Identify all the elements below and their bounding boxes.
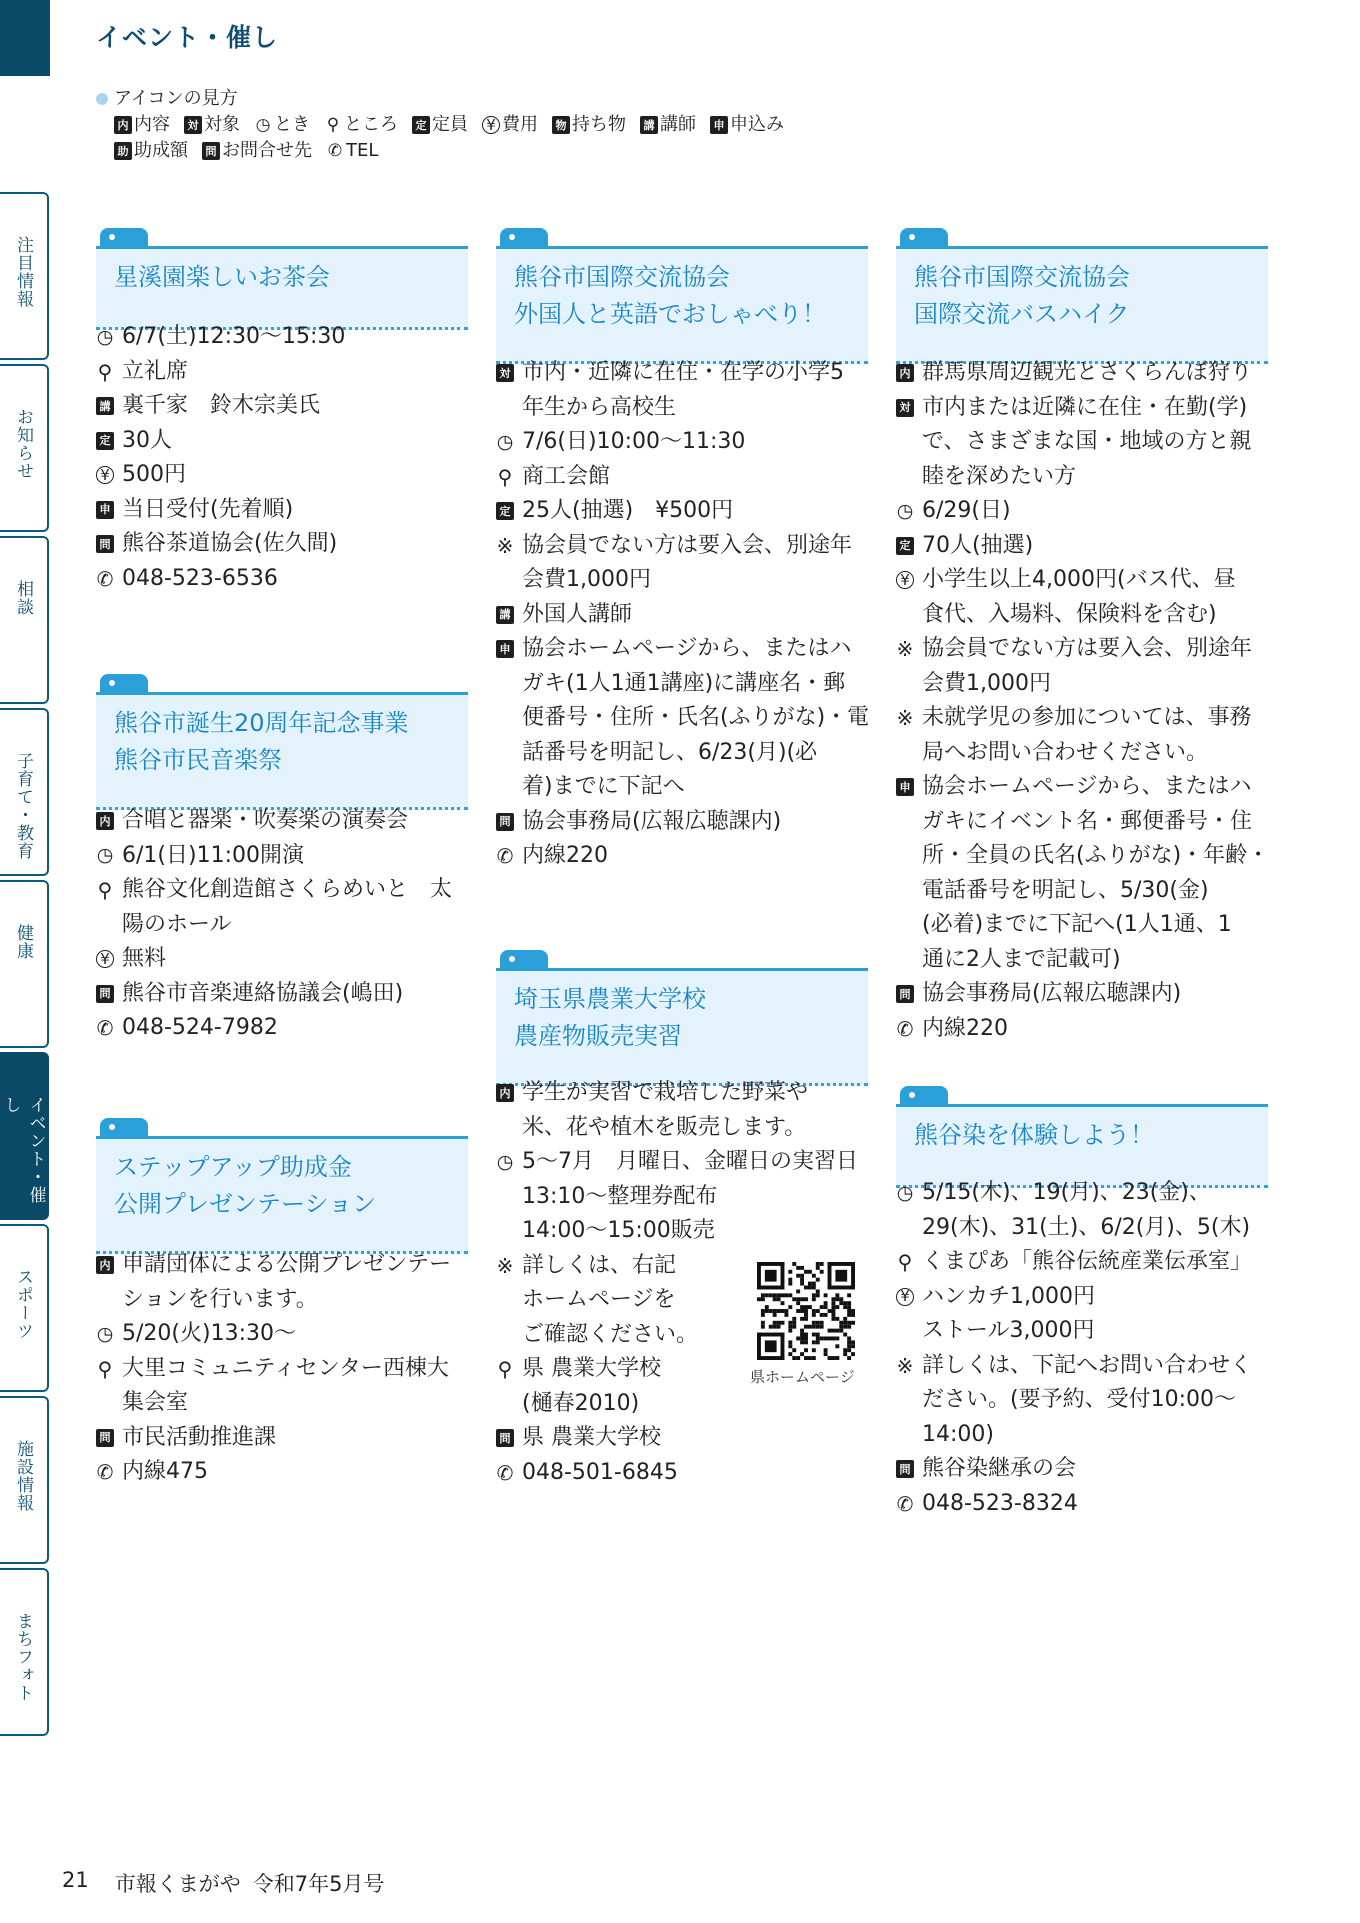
event-detail-text: 協会事務局(広報広聴課内) [922, 981, 1182, 1006]
event-detail-text: 内線220 [522, 843, 608, 868]
legend-item-label: TEL [346, 140, 379, 161]
application-icon: 申 [710, 116, 728, 134]
legend-item [184, 112, 240, 138]
event-detail-text: 30人 [122, 427, 172, 453]
capacity-icon: 定 [412, 116, 430, 134]
event-detail-text: 小学生以上4,000円(バス代、昼 食代、入場料、保険料を含む) [922, 567, 1236, 627]
yen-icon: ¥ [96, 466, 114, 484]
event-details [96, 320, 468, 596]
event-title: 熊谷市国際交流協会 外国人と英語でおしゃべり！ [514, 263, 826, 328]
event-detail-text: 当日受付(先着順) [122, 496, 294, 522]
event-detail-row [96, 355, 468, 390]
clock-icon: ◷ [496, 430, 514, 453]
event-title: 熊谷市国際交流協会 国際交流バスハイク [914, 263, 1130, 328]
content-icon: 内 [96, 1256, 114, 1274]
event-detail-row [496, 1421, 868, 1456]
inquiry-icon: 問 [96, 985, 114, 1003]
event-detail-text: 市内・近隣に在住・在学の小学5 年生から高校生 [522, 360, 844, 420]
inquiry-icon: 問 [896, 1460, 914, 1478]
event-detail-row [96, 527, 468, 562]
inquiry-icon: 問 [96, 535, 114, 553]
legend-item-label: 持ち物 [572, 114, 626, 135]
event-detail-text: 県 農業大学校 (樋春2010) [522, 1356, 661, 1416]
event-detail-text: 500円 [122, 462, 186, 487]
event-detail-text: 大里コミュニティセンター西棟大 集会室 [122, 1355, 449, 1415]
capacity-icon: 定 [96, 432, 114, 450]
event-detail-text: 5/15(木)、19(月)、23(金)、 29(木)、31(土)、6/2(月)、5(木) [922, 1180, 1251, 1240]
event-detail-row [496, 356, 868, 425]
event-detail-row [896, 494, 1268, 529]
corner-block [0, 0, 50, 76]
legend-item [254, 112, 310, 138]
event-detail-row [896, 529, 1268, 564]
event-detail-text: 熊谷市音楽連絡協議会(嶋田) [122, 980, 404, 1006]
event-detail-text: 学生が実習で栽培した野菜や 米、花や植木を販売します。 [522, 1080, 809, 1140]
card-tab-decoration [100, 228, 148, 248]
event-detail-text: 内線220 [922, 1015, 1008, 1041]
event-detail-text: 商工会館 [522, 463, 611, 489]
event-detail-text: 県 農業大学校 [522, 1425, 661, 1450]
event-detail-row [496, 839, 868, 874]
event-detail-row [96, 942, 468, 977]
event-detail-row [96, 804, 468, 839]
legend-item-label: 費用 [502, 114, 538, 135]
event-detail-row [896, 1452, 1268, 1487]
event-detail-text: 外国人講師 [522, 601, 633, 627]
event-detail-text: 5/20(火)13:30～ [122, 1321, 296, 1346]
event-detail-text: 048-501-6845 [522, 1459, 678, 1485]
side-tab-label: お知らせ [13, 408, 33, 480]
event-details [896, 1176, 1268, 1521]
grant-icon: 助 [114, 142, 132, 160]
event-detail-row [96, 1011, 468, 1046]
location-pin-icon: ⚲ [326, 114, 340, 135]
page-number: 21 [62, 1868, 89, 1892]
event-detail-text: 70人(抽選) [922, 532, 1034, 558]
content-icon: 内 [496, 1084, 514, 1102]
event-detail-text: 熊谷文化創造館さくらめいと 太 陽のホール [122, 877, 453, 937]
event-detail-row [96, 320, 468, 355]
event-detail-row [96, 458, 468, 493]
target-icon: 対 [184, 116, 202, 134]
event-detail-row [496, 598, 868, 633]
side-tab-5[interactable] [0, 880, 49, 1048]
event-details [96, 1248, 468, 1490]
yen-icon: ¥ [896, 1288, 914, 1306]
event-details [496, 356, 868, 874]
side-tab-3[interactable] [0, 536, 49, 704]
legend-row [96, 138, 784, 164]
event-detail-text: 詳しくは、下記へお問い合わせく ださい。(要予約、受付10:00～ 14:00) [922, 1352, 1253, 1447]
legend-item [552, 112, 626, 138]
clock-icon: ◷ [255, 114, 271, 135]
inquiry-icon: 問 [202, 142, 220, 160]
legend-item [482, 112, 538, 138]
inquiry-icon: 問 [496, 813, 514, 831]
content-icon: 内 [96, 812, 114, 830]
event-card-header [96, 692, 468, 810]
legend-item-label: 申込み [730, 114, 784, 135]
location-pin-icon: ⚲ [97, 359, 113, 384]
legend-item-label: 内容 [134, 114, 170, 135]
lecturer-icon: 講 [96, 397, 114, 415]
phone-icon: ✆ [496, 844, 514, 869]
legend-heading-text: アイコンの見方 [114, 88, 238, 109]
event-detail-text: 熊谷茶道協会(佐久間) [122, 531, 338, 556]
side-tab-label: 相談 [13, 580, 33, 616]
event-detail-text: 市民活動推進課 [122, 1424, 277, 1450]
event-detail-row [96, 1248, 468, 1317]
event-detail-row [96, 1352, 468, 1421]
event-detail-row [496, 460, 868, 495]
side-tab-4[interactable] [0, 708, 49, 876]
side-tab-1[interactable] [0, 192, 49, 360]
legend-item-label: 講師 [660, 114, 696, 135]
content-icon: 内 [114, 116, 132, 134]
section-title: イベント・催し [96, 23, 279, 52]
phone-icon: ✆ [96, 1460, 114, 1485]
legend-heading [96, 86, 784, 112]
event-card-header [96, 1136, 468, 1254]
legend-item [202, 138, 312, 164]
legend-item-label: 対象 [204, 114, 240, 135]
event-detail-text: 内線475 [122, 1459, 208, 1484]
legend-item-label: ところ [344, 114, 398, 135]
lecturer-icon: 講 [640, 116, 658, 134]
event-details [96, 804, 468, 1046]
legend-row [96, 112, 784, 138]
application-icon: 申 [96, 501, 114, 519]
event-detail-text: ハンカチ1,000円 ストール3,000円 [922, 1283, 1095, 1343]
qr-code-icon[interactable] [757, 1262, 855, 1360]
event-detail-row [96, 493, 468, 528]
location-pin-icon: ⚲ [497, 1357, 513, 1382]
legend-item-label: 定員 [432, 114, 468, 135]
event-card-header [896, 246, 1268, 364]
event-detail-row [896, 977, 1268, 1012]
event-detail-row [96, 839, 468, 874]
event-detail-row [896, 391, 1268, 495]
clock-icon: ◷ [496, 1150, 514, 1173]
belongings-icon: 物 [552, 116, 570, 134]
event-detail-row [896, 1176, 1268, 1245]
capacity-icon: 定 [896, 537, 914, 555]
side-tab-8[interactable] [0, 1396, 49, 1564]
phone-icon: ✆ [496, 1460, 514, 1485]
event-detail-text: 048-523-8324 [922, 1490, 1078, 1516]
event-detail-row [896, 1012, 1268, 1047]
legend-item [114, 112, 170, 138]
phone-icon: ✆ [896, 1491, 914, 1516]
legend-item [114, 138, 188, 164]
side-tab-label: 健康 [13, 924, 33, 960]
target-icon: 対 [496, 364, 514, 382]
legend-item-label: 助成額 [134, 140, 188, 161]
yen-icon: ¥ [482, 116, 500, 134]
event-detail-text: 5～7月 月曜日、金曜日の実習日 13:10～整理券配布 14:00～15:00販売 [522, 1149, 858, 1243]
qr-label: 県ホームページ [750, 1368, 855, 1386]
event-detail-text: 申請団体による公開プレゼンテー ションを行います。 [122, 1252, 452, 1312]
event-detail-text: 立礼席 [122, 358, 189, 384]
event-title: 埼玉県農業大学校 農産物販売実習 [514, 985, 706, 1050]
side-tab-6[interactable] [0, 1052, 49, 1220]
event-detail-text: 048-523-6536 [122, 565, 278, 591]
event-detail-text: 合唱と器楽・吹奏楽の演奏会 [122, 808, 409, 833]
event-detail-row [896, 356, 1268, 391]
event-detail-text: 6/7(土)12:30～15:30 [122, 324, 346, 349]
legend-bullet-icon [96, 93, 108, 105]
event-detail-row [896, 701, 1268, 770]
event-detail-text: くまぴあ「熊谷伝統産業伝承室」 [922, 1249, 1253, 1274]
event-detail-text: 協会員でない方は要入会、別途年 会費1,000円 [922, 636, 1253, 696]
clock-icon: ◷ [96, 325, 114, 348]
legend-item [326, 138, 378, 164]
location-pin-icon: ⚲ [97, 1356, 113, 1381]
application-icon: 申 [496, 640, 514, 658]
event-detail-text: 協会員でない方は要入会、別途年 会費1,000円 [522, 532, 853, 592]
phone-icon: ✆ [896, 1016, 914, 1041]
yen-icon: ¥ [96, 950, 114, 968]
inquiry-icon: 問 [96, 1429, 114, 1447]
event-detail-text: 熊谷染継承の会 [922, 1456, 1077, 1481]
event-detail-row [496, 632, 868, 805]
card-tab-decoration [100, 674, 148, 694]
clock-icon: ◷ [896, 1181, 914, 1204]
side-tab-label: 子育て・教育 [13, 752, 33, 860]
yen-icon: ¥ [896, 571, 914, 589]
event-detail-row [896, 1487, 1268, 1522]
event-detail-text: 6/29(日) [922, 498, 1011, 523]
event-title: 熊谷市誕生20周年記念事業 熊谷市民音楽祭 [114, 709, 409, 774]
phone-icon: ✆ [327, 140, 343, 161]
side-tab-label: 施設情報 [13, 1440, 33, 1512]
side-tab-label: まちフォト [13, 1612, 33, 1702]
legend-item [640, 112, 696, 138]
note-mark-icon: ※ [496, 533, 514, 558]
event-detail-row [496, 805, 868, 840]
event-detail-text: 協会ホームページから、またはハ ガキ(1人1通1講座)に講座名・郵 便番号・住所・氏名(ふりがな)・電 話番号を明記し、6/23(月)(必 着)までに下記へ [522, 636, 870, 799]
event-detail-row [96, 873, 468, 942]
side-tab-9[interactable] [0, 1568, 49, 1736]
event-detail-row [896, 563, 1268, 632]
card-tab-decoration [100, 1118, 148, 1138]
lecturer-icon: 講 [496, 606, 514, 624]
event-detail-row [96, 562, 468, 597]
location-pin-icon: ⚲ [897, 1250, 913, 1275]
event-detail-text: 詳しくは、右記 ホームページを ご確認ください。 [522, 1252, 699, 1347]
event-detail-text: 048-524-7982 [122, 1015, 278, 1040]
event-title: 星溪園楽しいお茶会 [114, 263, 330, 291]
icon-legend [96, 86, 784, 164]
event-card-header [496, 968, 868, 1086]
event-detail-row [496, 529, 868, 598]
event-detail-text: 7/6(日)10:00～11:30 [522, 429, 746, 454]
capacity-icon: 定 [496, 502, 514, 520]
event-details [896, 356, 1268, 1046]
event-detail-text: 市内または近隣に在住・在勤(学) で、さまざまな国・地域の方と親 睦を深めたい方 [922, 394, 1252, 489]
note-mark-icon: ※ [496, 1253, 514, 1278]
inquiry-icon: 問 [896, 985, 914, 1003]
clock-icon: ◷ [96, 844, 114, 867]
side-tab-label: 注目情報 [13, 236, 33, 308]
event-detail-text: 群馬県周辺観光とさくらんぼ狩り [922, 360, 1253, 385]
event-detail-row [896, 1245, 1268, 1280]
event-detail-row [96, 424, 468, 459]
event-card-header [96, 246, 468, 330]
location-pin-icon: ⚲ [497, 464, 513, 489]
note-mark-icon: ※ [896, 1353, 914, 1378]
side-tab-2[interactable] [0, 364, 49, 532]
event-detail-row [496, 494, 868, 529]
side-tab-label: イベント・催し [0, 1096, 46, 1204]
event-detail-row [896, 1280, 1268, 1349]
phone-icon: ✆ [96, 566, 114, 591]
event-card-header [496, 246, 868, 364]
event-detail-text: 協会事務局(広報広聴課内) [522, 808, 782, 834]
card-tab-decoration [500, 228, 548, 248]
event-detail-row [896, 1349, 1268, 1453]
card-tab-decoration [500, 950, 548, 970]
event-title: ステップアップ助成金 公開プレゼンテーション [114, 1153, 377, 1218]
page-footer [62, 1868, 384, 1898]
event-detail-row [96, 1317, 468, 1352]
phone-icon: ✆ [96, 1016, 114, 1041]
clock-icon: ◷ [96, 1322, 114, 1345]
legend-item [412, 112, 468, 138]
legend-item [710, 112, 784, 138]
location-pin-icon: ⚲ [97, 878, 113, 903]
note-mark-icon: ※ [896, 706, 914, 731]
card-tab-decoration [900, 1086, 948, 1106]
target-icon: 対 [896, 399, 914, 417]
event-detail-text: 6/1(日)11:00開演 [122, 842, 304, 868]
note-mark-icon: ※ [896, 637, 914, 662]
content-icon: 内 [896, 364, 914, 382]
event-detail-row [896, 632, 1268, 701]
legend-item [324, 112, 398, 138]
card-tab-decoration [900, 228, 948, 248]
issue-label: 令和7年5月号 [252, 1872, 385, 1896]
event-detail-row [496, 425, 868, 460]
event-detail-row [96, 977, 468, 1012]
event-detail-row [496, 1076, 868, 1145]
application-icon: 申 [896, 778, 914, 796]
side-tab-7[interactable] [0, 1224, 49, 1392]
event-detail-text: 25人(抽選) ¥500円 [522, 498, 734, 523]
event-detail-text: 無料 [122, 946, 167, 971]
event-detail-row [496, 1145, 868, 1249]
event-detail-text: 未就学児の参加については、事務 局へお問い合わせください。 [922, 705, 1252, 765]
event-title: 熊谷染を体験しよう！ [914, 1121, 1154, 1149]
event-detail-row [896, 770, 1268, 977]
legend-item-label: とき [274, 114, 310, 135]
side-tab-label: スポーツ [13, 1268, 33, 1340]
event-detail-text: 協会ホームページから、またはハ ガキにイベント名・郵便番号・住 所・全員の氏名(ふりがな)・年齢・ 電話番号を明記し、5/30(金) (必着)までに下記へ(1人1通、1 通に2人まで記載可) [922, 774, 1270, 972]
event-detail-row [96, 1455, 468, 1490]
event-detail-text: 裏千家 鈴木宗美氏 [122, 393, 321, 418]
event-detail-row [496, 1456, 868, 1491]
legend-item-label: お問合せ先 [222, 140, 312, 161]
publication-name: 市報くまがや [114, 1872, 241, 1896]
event-detail-row [96, 389, 468, 424]
inquiry-icon: 問 [496, 1429, 514, 1447]
clock-icon: ◷ [896, 499, 914, 522]
event-detail-row [96, 1421, 468, 1456]
